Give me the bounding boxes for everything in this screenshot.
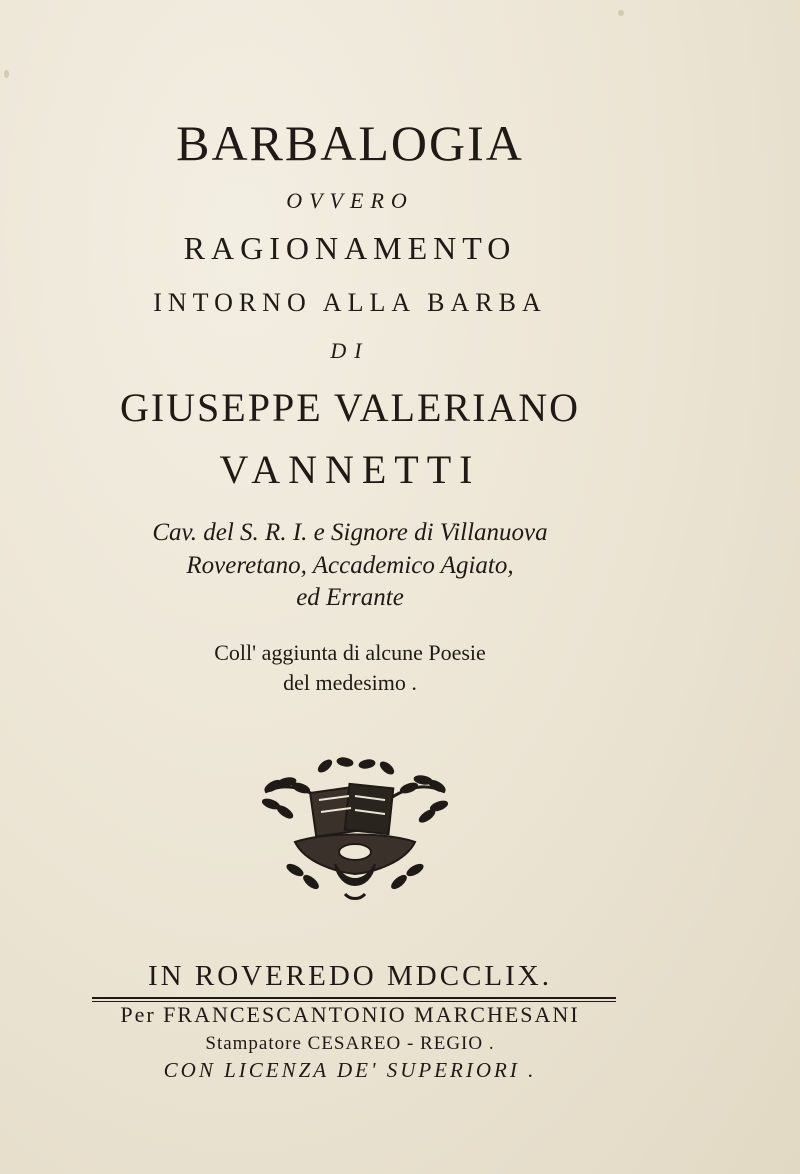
connector-word: OVVERO bbox=[286, 188, 414, 213]
paper-stain bbox=[4, 70, 9, 78]
subtitle-line-2: INTORNO ALLA BARBA bbox=[153, 288, 547, 317]
imprint-rule bbox=[92, 997, 616, 999]
by-word: DI bbox=[330, 338, 370, 363]
imprint-printer-role: Stampatore CESAREO - REGIO . bbox=[205, 1033, 495, 1054]
woodcut-ornament-books-icon bbox=[255, 752, 455, 904]
author-name-line-2: VANNETTI bbox=[219, 447, 481, 492]
main-title: BARBALOGIA bbox=[176, 115, 524, 171]
imprint-place-date: IN ROVEREDO MDCCLIX. bbox=[148, 960, 552, 992]
imprint-printer: Per FRANCESCANTONIO MARCHESANI bbox=[120, 1002, 580, 1027]
author-title-line-1: Cav. del S. R. I. e Signore di Villanuova bbox=[152, 519, 548, 546]
author-name-line-1: GIUSEPPE VALERIANO bbox=[119, 385, 581, 430]
author-title-line-3: ed Errante bbox=[296, 584, 404, 611]
subtitle-line-1: RAGIONAMENTO bbox=[183, 230, 517, 266]
author-title-line-2: Roveretano, Accademico Agiato, bbox=[186, 552, 514, 579]
imprint-license: CON LICENZA DE' SUPERIORI . bbox=[163, 1058, 537, 1082]
addition-line-1: Coll' aggiunta di alcune Poesie bbox=[214, 640, 486, 665]
addition-line-2: del medesimo . bbox=[283, 670, 417, 695]
paper-stain bbox=[618, 10, 624, 16]
